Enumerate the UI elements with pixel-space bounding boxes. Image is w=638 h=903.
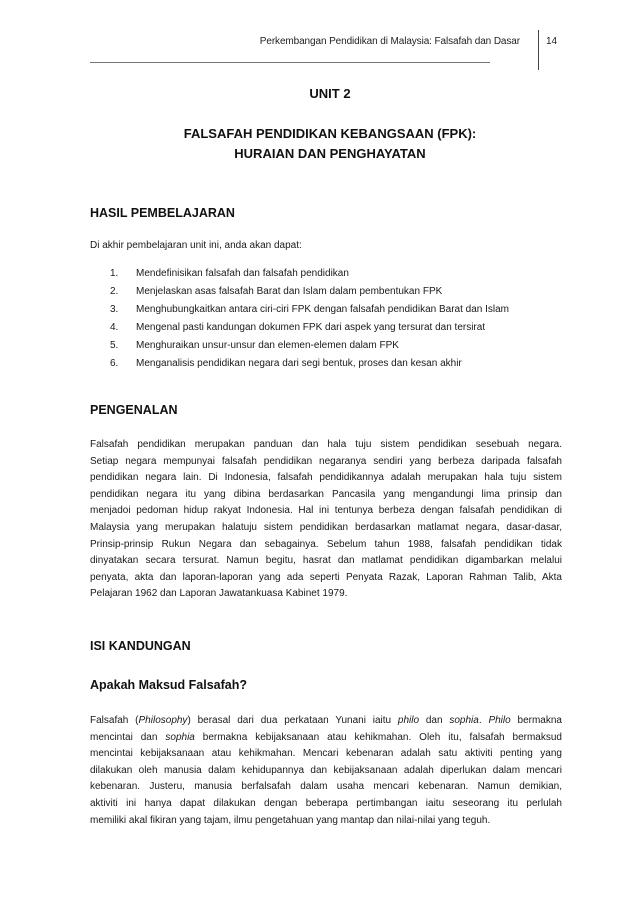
paragraph-line: Pelajaran 1962 dan Laporan Jawatankuasa Kabinet 1979. [90,588,348,600]
paragraph-line [90,713,562,730]
isi-kandungan-heading: ISI KANDUNGAN [90,639,191,653]
paragraph-line: memiliki akal fikiran yang tajam, ilmu pengetahuan yang mantap dan nilai-nilai yang teguh. [90,814,491,826]
hasil-intro: Di akhir pembelajaran unit ini, anda akan dapat: [90,240,302,251]
list-item-text: Menghuraikan unsur-unsur dan elemen-elemen dalam FPK [136,340,399,351]
paragraph-line: mencintai kebijaksanaan atau kehikmahan. Mencari kebenaran adalah satu aktiviti penting yang [90,748,562,760]
paragraph-line: Malaysia yang merupakan halatuju sistem pendidikan berdasarkan matlamat negara, dasar-dasar, [90,521,562,533]
unit-title [0,124,638,164]
paragraph-line: pendidikan negara itu yang dibina berdasarkan Pancasila yang mengandungi lima prinsip dan [90,488,562,500]
text-run: bermakna kebijaksanaan atau kehikmahan. Oleh itu, falsafah bermaksud [194,731,562,743]
page-number: 14 [546,36,558,47]
paragraph-line: aktiviti ini hanya dapat dilakukan dengan beberapa pertimbangan iaitu seseorang itu perlulah [90,797,562,809]
text-run-italic: philo [397,715,420,726]
paragraph-line: Prinsip-prinsip Rukun Negara dan sebagainya. Sebelum tahun 1988, falsafah pendidikan tidak [90,538,562,550]
list-item-text: Menjelaskan asas falsafah Barat dan Islam dalam pembentukan FPK [136,286,443,297]
list-item-text: Mengenal pasti kandungan dokumen FPK dari aspek yang tersurat dan tersirat [136,322,486,333]
list-item [110,337,509,355]
list-item [110,319,509,337]
list-item-number: 2. [110,286,119,297]
text-run: mencintai dan [90,731,166,743]
list-item-number: 1. [110,268,119,279]
text-run: ) berasal dari dua perkataan Yunani iaitu [187,715,398,726]
text-run-italic: sophia [165,731,195,743]
paragraph-line: Falsafah pendidikan merupakan panduan dan hala tuju sistem pendidikan sesebuah negara. [90,439,562,450]
list-item-number: 5. [110,340,119,351]
list-item [110,355,509,373]
paragraph-line: dilakukan oleh manusia dalam kehidupannya dan kebijaksanaan adalah diperlukan dalam mencari [90,764,562,776]
pengenalan-heading: PENGENALAN [90,403,178,417]
learning-outcomes-list [110,265,509,373]
paragraph-line: pendidikan negara lain. Di Indonesia, falsafah pendidikannya adalah merupakan hala tuju sistem [90,472,562,484]
paragraph-line: menjadoi pedoman hidup rakyat Indonesia. Hal ini tentunya berbeza dengan falsafah pendidikan di [90,505,562,517]
list-item-text: Menghubungkaitkan antara ciri-ciri FPK dengan falsafah pendidikan Barat dan Islam [136,304,509,315]
paragraph-line: penyata, akta dan laporan-laporan yang ada seperti Penyata Razak, Laporan Rahman Talib, Akta [90,571,562,583]
text-run: dan [419,715,450,726]
text-run-italic: Philosophy [138,715,188,726]
pengenalan-paragraph [90,437,562,603]
list-item-number: 6. [110,358,119,369]
paragraph-line: Setiap negara mempunyai falsafah pendidikan negaranya sendiri yang berbeza daripada falsafah [90,455,562,467]
list-item-number: 3. [110,304,119,315]
list-item [110,301,509,319]
paragraph-line [90,730,562,747]
text-run-italic: Philo [488,715,511,726]
running-header-title: Perkembangan Pendidikan di Malaysia: Falsafah dan Dasar [259,36,520,47]
text-run: Falsafah ( [90,715,139,726]
list-item-number: 4. [110,322,119,333]
list-item-text: Mendefinisikan falsafah dan falsafah pendidikan [136,268,349,279]
unit-label: UNIT 2 [309,86,351,101]
paragraph-line: dinyatakan secara tersurat. Namun begitu, hasrat dan matlamat pendidikan digambarkan melalui [90,555,562,567]
text-run-italic: sophia [449,715,479,726]
falsafah-paragraph [90,713,562,829]
list-item [110,283,509,301]
header-vertical-rule [538,30,539,70]
unit-title-line-2: HURAIAN DAN PENGHAYATAN [234,146,426,161]
hasil-heading: HASIL PEMBELAJARAN [90,206,235,220]
list-item-text: Menganalisis pendidikan negara dari segi bentuk, proses dan kesan akhir [136,358,462,369]
paragraph-line: kebenaran. Justeru, manusia berfalsafah dalam usaha mencari kebenaran. Namun demikian, [90,781,562,793]
list-item [110,265,509,283]
unit-title-line-1: FALSAFAH PENDIDIKAN KEBANGSAAN (FPK): [183,126,477,141]
text-run: bermakna [510,715,562,726]
text-run: . [478,715,489,726]
header-horizontal-rule [90,62,490,63]
subheading-maksud-falsafah: Apakah Maksud Falsafah? [90,678,247,692]
